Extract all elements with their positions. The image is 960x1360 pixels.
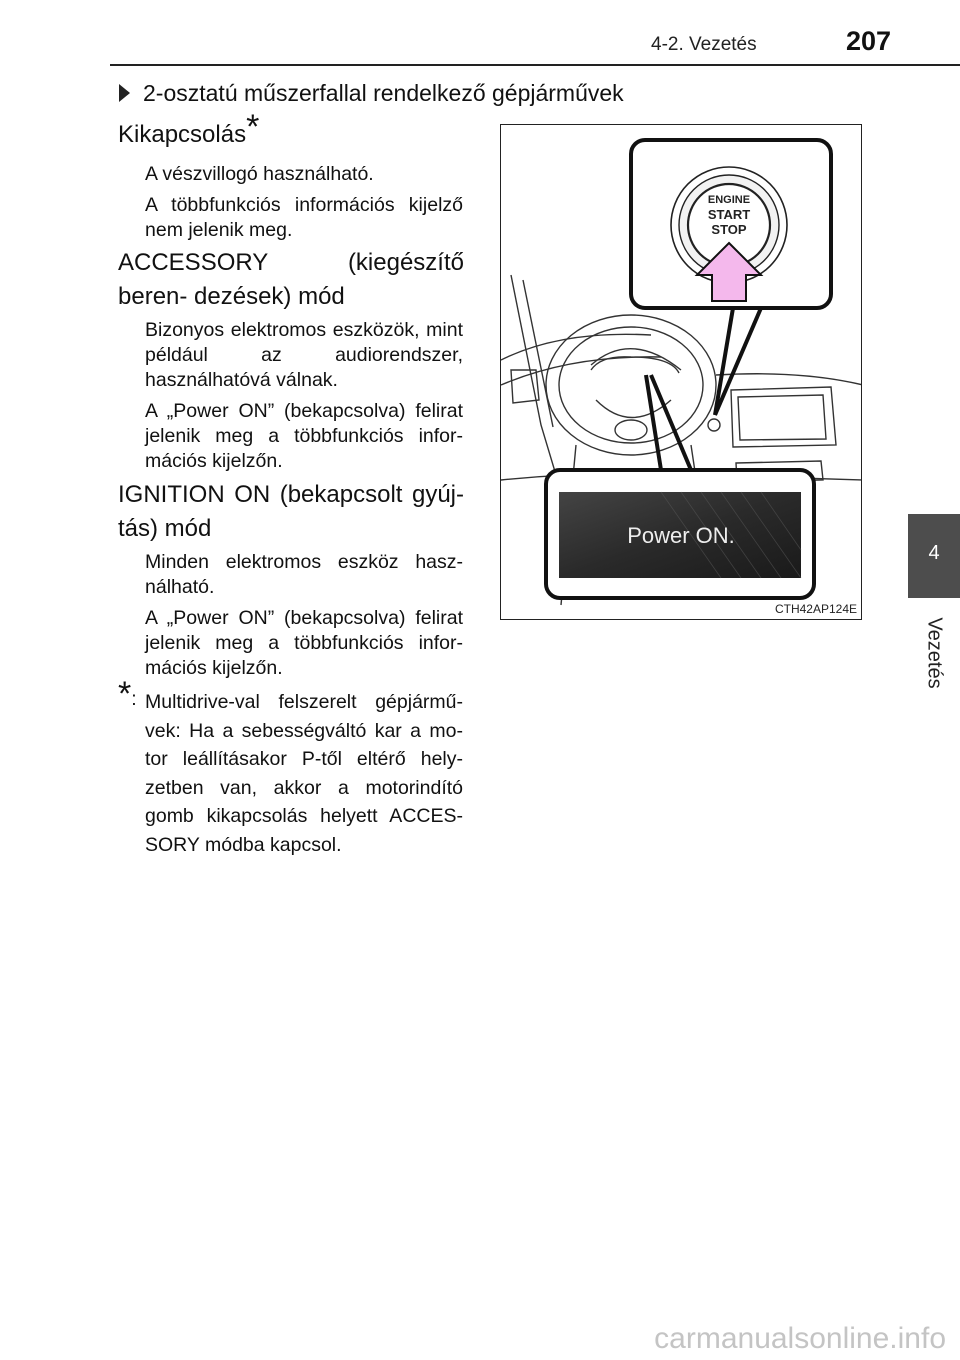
accessory-paragraph-1: Bizonyos elektromos eszközök, mint például az audiorendszer, használhatóvá válnak. (145, 319, 463, 391)
dashboard-drawing (501, 125, 862, 620)
engine-button-illustration (500, 124, 862, 620)
ignition-paragraph-2: A „Power ON” (bekapcsolva) felirat jelenik meg a többfunkciós infor- mációs kijelzőn. (145, 607, 463, 679)
vehicle-heading: 2-osztatú műszerfallal rendelkező gépjárművek (143, 80, 624, 106)
off-mode-title: Kikapcsolás (118, 121, 247, 148)
chapter-title-box (921, 608, 947, 698)
button-label-engine: ENGINE (707, 194, 751, 206)
page-number: 207 (846, 26, 892, 56)
display-power-on-text: Power ON. (627, 523, 735, 548)
watermark: carmanualsonline.info (654, 1322, 946, 1355)
page-header (0, 0, 960, 70)
header-rule (110, 64, 960, 66)
accessory-paragraph-2: A „Power ON” (bekapcsolva) felirat jelenik meg a többfunkciós infor- mációs kijelzőn. (145, 400, 463, 472)
ignition-heading: IGNITION ON (bekapcsolt gyúj- tás) mód (118, 481, 464, 542)
footnote-text: Multidrive-val felszerelt gépjármű- vek: Ha a sebességváltó kar a mo- tor leállításakor P-től eltérő hely- zetben van, akkor a motorindító gomb kikapcsolás helyett ACCES- SORY módba kapcsol. (145, 691, 463, 856)
off-mode-heading (118, 108, 260, 152)
chapter-title: Vezetés (923, 617, 946, 689)
chapter-tab[interactable] (908, 514, 960, 598)
button-label-stop: STOP (711, 222, 747, 237)
footnote-marker (118, 675, 137, 713)
footnote-colon: : (131, 688, 137, 710)
button-label-start: START (707, 207, 751, 222)
chapter-number: 4 (928, 542, 940, 564)
bullet-triangle-icon (119, 84, 130, 102)
accessory-heading: ACCESSORY (kiegészítő beren- dezések) mód (118, 249, 464, 310)
asterisk-marker: * (246, 108, 260, 146)
off-paragraph-2: A többfunkciós információs kijelző nem jelenik meg. (145, 194, 463, 241)
figure-code: CTH42AP124E (774, 602, 857, 616)
section-title: 4-2. Vezetés (651, 34, 757, 55)
footnote-asterisk: * (118, 675, 132, 713)
ignition-paragraph-1: Minden elektromos eszköz hasz- nálható. (145, 551, 463, 598)
off-paragraph-1: A vészvillogó használható. (145, 163, 374, 185)
